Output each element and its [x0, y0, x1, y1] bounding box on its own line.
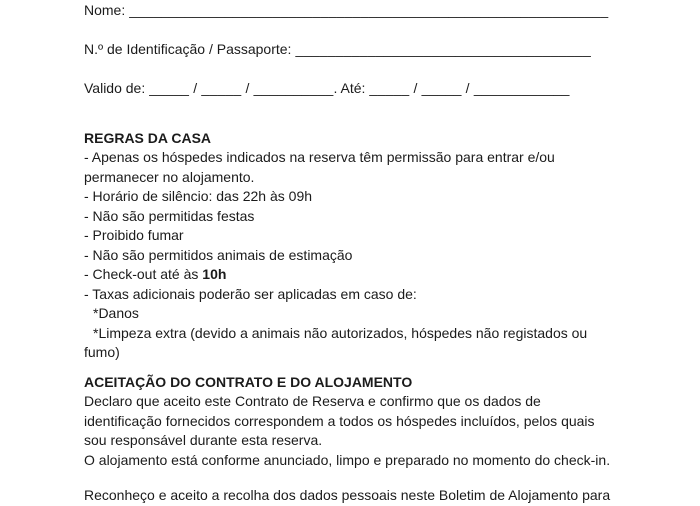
id-passport-blank-line: _____________________________________: [295, 41, 591, 57]
house-rule-guests-only-line1: - Apenas os hóspedes indicados na reserva têm permissão para entrar e/ou: [84, 149, 555, 165]
valid-until-label: . Até:: [333, 80, 366, 96]
extra-fee-cleaning-line2: fumo): [84, 344, 120, 360]
house-rules-heading: REGRAS DA CASA: [84, 129, 212, 146]
id-passport-label: N.º de Identificação / Passaporte:: [84, 41, 292, 57]
extra-fee-damages: *Danos: [93, 305, 139, 321]
id-passport-field-row: [84, 40, 629, 60]
valid-from-date-blanks: _____ / _____ / __________: [149, 80, 334, 96]
house-rule-quiet-hours: - Horário de silêncio: das 22h às 09h: [84, 188, 313, 204]
name-field-row: [84, 1, 629, 21]
checkout-time-prefix: - Check-out até às: [84, 266, 203, 282]
house-rule-checkout-time: [84, 265, 629, 285]
house-rule-extra-fees: - Taxas adicionais poderão ser aplicadas em caso de:: [84, 285, 417, 302]
acceptance-declaration-line3: sou responsável durante esta reserva.: [84, 432, 323, 448]
house-rule-no-smoking: - Proibido fumar: [84, 227, 184, 243]
acceptance-heading: ACEITAÇÃO DO CONTRATO E DO ALOJAMENTO: [84, 373, 413, 390]
valid-from-label: Valido de:: [84, 80, 146, 96]
house-rule-no-parties: - Não são permitidas festas: [84, 207, 255, 224]
valid-until-date-blanks: _____ / _____ / ____________: [369, 80, 570, 96]
validity-dates-row: [84, 79, 629, 99]
name-label: Nome:: [84, 2, 126, 18]
house-rule-guests-only-line2: permanecer no alojamento.: [84, 168, 255, 185]
name-blank-line: ____________________________________________________________: [129, 2, 609, 18]
acceptance-declaration-line1: Declaro que aceito este Contrato de Reserva e confirmo que os dados de: [84, 393, 541, 409]
extra-fee-cleaning-line1: *Limpeza extra (devido a animais não autorizados, hóspedes não registados ou: [93, 324, 588, 341]
reservation-contract-document: [84, 1, 629, 506]
data-consent-line1: Reconheço e aceito a recolha dos dados pessoais neste Boletim de Alojamento para: [84, 487, 611, 503]
house-rule-no-pets: - Não são permitidos animais de estimação: [84, 246, 353, 263]
acceptance-condition-line: O alojamento está conforme anunciado, limpo e preparado no momento do check-in.: [84, 451, 611, 468]
acceptance-declaration-line2: identificação fornecidos correspondem a todos os hóspedes incluídos, pelos quais: [84, 412, 595, 429]
checkout-time-value: 10h: [202, 266, 227, 282]
